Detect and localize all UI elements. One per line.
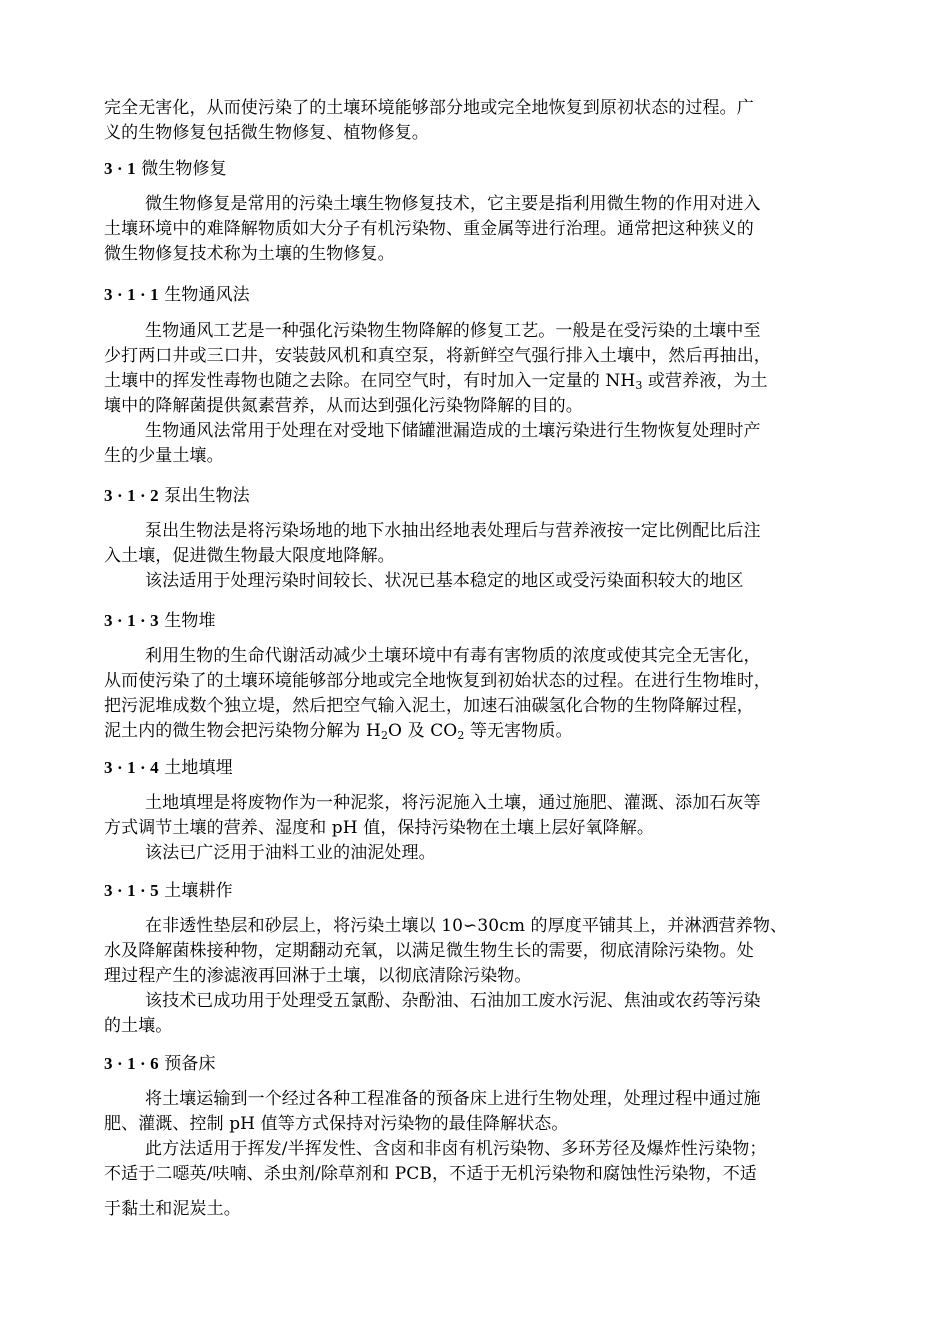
text-line: 水及降解菌株接种物，定期翻动充氧，以满足微生物生长的需要，彻底清除污染物。处 (104, 941, 754, 961)
section-heading-3-1-6 (104, 1053, 854, 1075)
text-line: 在非透性垫层和砂层上，将污染土壤以 10∽30cm 的厚度平铺其上，并淋洒营养物、 (145, 916, 788, 936)
section-number: 3 · 1 · 5 (104, 881, 159, 900)
text-line: 微生物修复是常用的污染土壤生物修复技术，它主要是指利用微生物的作用对进入 (145, 194, 761, 214)
text-line: 生物通风工艺是一种强化污染物生物降解的修复工艺。一般是在受污染的土壤中至 (145, 321, 761, 341)
section-title: 微生物修复 (141, 159, 227, 179)
section-heading-3-1-1 (104, 284, 854, 306)
section-heading-3-1-3 (104, 610, 854, 632)
section-number: 3 · 1 · 3 (104, 611, 159, 630)
text-line: 泥土内的微生物会把污染物分解为 $H_2O$ 及 $CO_2$ 等无害物质。 (104, 721, 573, 742)
section-title: 泵出生物法 (164, 486, 250, 506)
text-line: 完全无害化，从而使污染了的土壤环境能够部分地或完全地恢复到原初状态的过程。广 (104, 98, 754, 118)
text-line: 肥、灌溉、控制 pH 值等方式保持对污染物的最佳降解状态。 (104, 1114, 569, 1134)
text-line: 土地填埋是将废物作为一种泥浆，将污泥施入土壤，通过施肥、灌溉、添加石灰等 (145, 793, 761, 813)
section-title: 土地填埋 (164, 758, 233, 778)
text-line: 该法适用于处理污染时间较长、状况已基本稳定的地区或受污染面积较大的地区 (145, 571, 744, 591)
text-line: 该法已广泛用于油料工业的油泥处理。 (145, 843, 436, 863)
text-line: 生的少量土壤。 (104, 446, 224, 466)
section-title: 土壤耕作 (164, 881, 233, 901)
text-line: 土壤环境中的难降解物质如大分子有机污染物、重金属等进行治理。通常把这种狭义的 (104, 219, 754, 239)
text-line: 入土壤，促进微生物最大限度地降解。 (104, 546, 395, 566)
text-line: 将土壤运输到一个经过各种工程准备的预备床上进行生物处理，处理过程中通过施 (145, 1089, 761, 1109)
text-line: 壤中的降解菌提供氮素营养，从而达到强化污染物降解的目的。 (104, 396, 583, 416)
section-heading-3-1-2 (104, 485, 854, 507)
section-title: 生物通风法 (164, 285, 250, 305)
text-line: 土壤中的挥发性毒物也随之去除。在同空气时，有时加入一定量的 $NH_3$ 或营养液，为土 (104, 371, 768, 392)
text-line: 方式调节土壤的营养、湿度和 pH 值，保持污染物在土壤上层好氧降解。 (104, 818, 654, 838)
text-line: 把污泥堆成数个独立堤，然后把空气输入泥土，加速石油碳氢化合物的生物降解过程， (104, 696, 754, 716)
section-heading-3-1-5 (104, 880, 854, 902)
section-number: 3 · 1 · 1 (104, 285, 159, 304)
text-line: 理过程产生的渗滤液再回淋于土壤，以彻底清除污染物。 (104, 966, 532, 986)
text-line: 少打两口井或三口井，安装鼓风机和真空泵，将新鲜空气强行排入土壤中，然后再抽出， (104, 346, 771, 366)
section-heading-3-1-4 (104, 757, 854, 779)
text-line: 泵出生物法是将污染场地的地下水抽出经地表处理后与营养液按一定比例配比后注 (145, 521, 761, 541)
text-line: 于黏土和泥炭土。 (104, 1199, 241, 1219)
text-line: 义的生物修复包括微生物修复、植物修复。 (104, 123, 429, 143)
section-heading-3-1 (104, 158, 854, 180)
text-line: 的土壤。 (104, 1016, 173, 1036)
text-line: 该技术已成功用于处理受五氯酚、杂酚油、石油加工废水污泥、焦油或农药等污染 (145, 991, 761, 1011)
section-title: 生物堆 (164, 611, 216, 631)
section-number: 3 · 1 · 4 (104, 758, 159, 777)
text-line: 利用生物的生命代谢活动减少土壤环境中有毒有害物质的浓度或使其完全无害化， (145, 646, 761, 666)
text-line: 不适于二噁英/呋喃、杀虫剂/除草剂和 PCB，不适于无机污染物和腐蚀性污染物，不适 (104, 1164, 757, 1184)
text-line: 从而使污染了的土壤环境能够部分地或完全地恢复到初始状态的过程。在进行生物堆时， (104, 671, 771, 691)
section-title: 预备床 (164, 1054, 216, 1074)
section-number: 3 · 1 (104, 159, 136, 178)
text-line: 微生物修复技术称为土壤的生物修复。 (104, 244, 395, 264)
section-number: 3 · 1 · 2 (104, 486, 159, 505)
text-line: 此方法适用于挥发/半挥发性、含卤和非卤有机污染物、多环芳径及爆炸性污染物； (145, 1139, 767, 1159)
text-line: 生物通风法常用于处理在对受地下储罐泄漏造成的土壤污染进行生物恢复处理时产 (145, 421, 761, 441)
section-number: 3 · 1 · 6 (104, 1054, 159, 1073)
